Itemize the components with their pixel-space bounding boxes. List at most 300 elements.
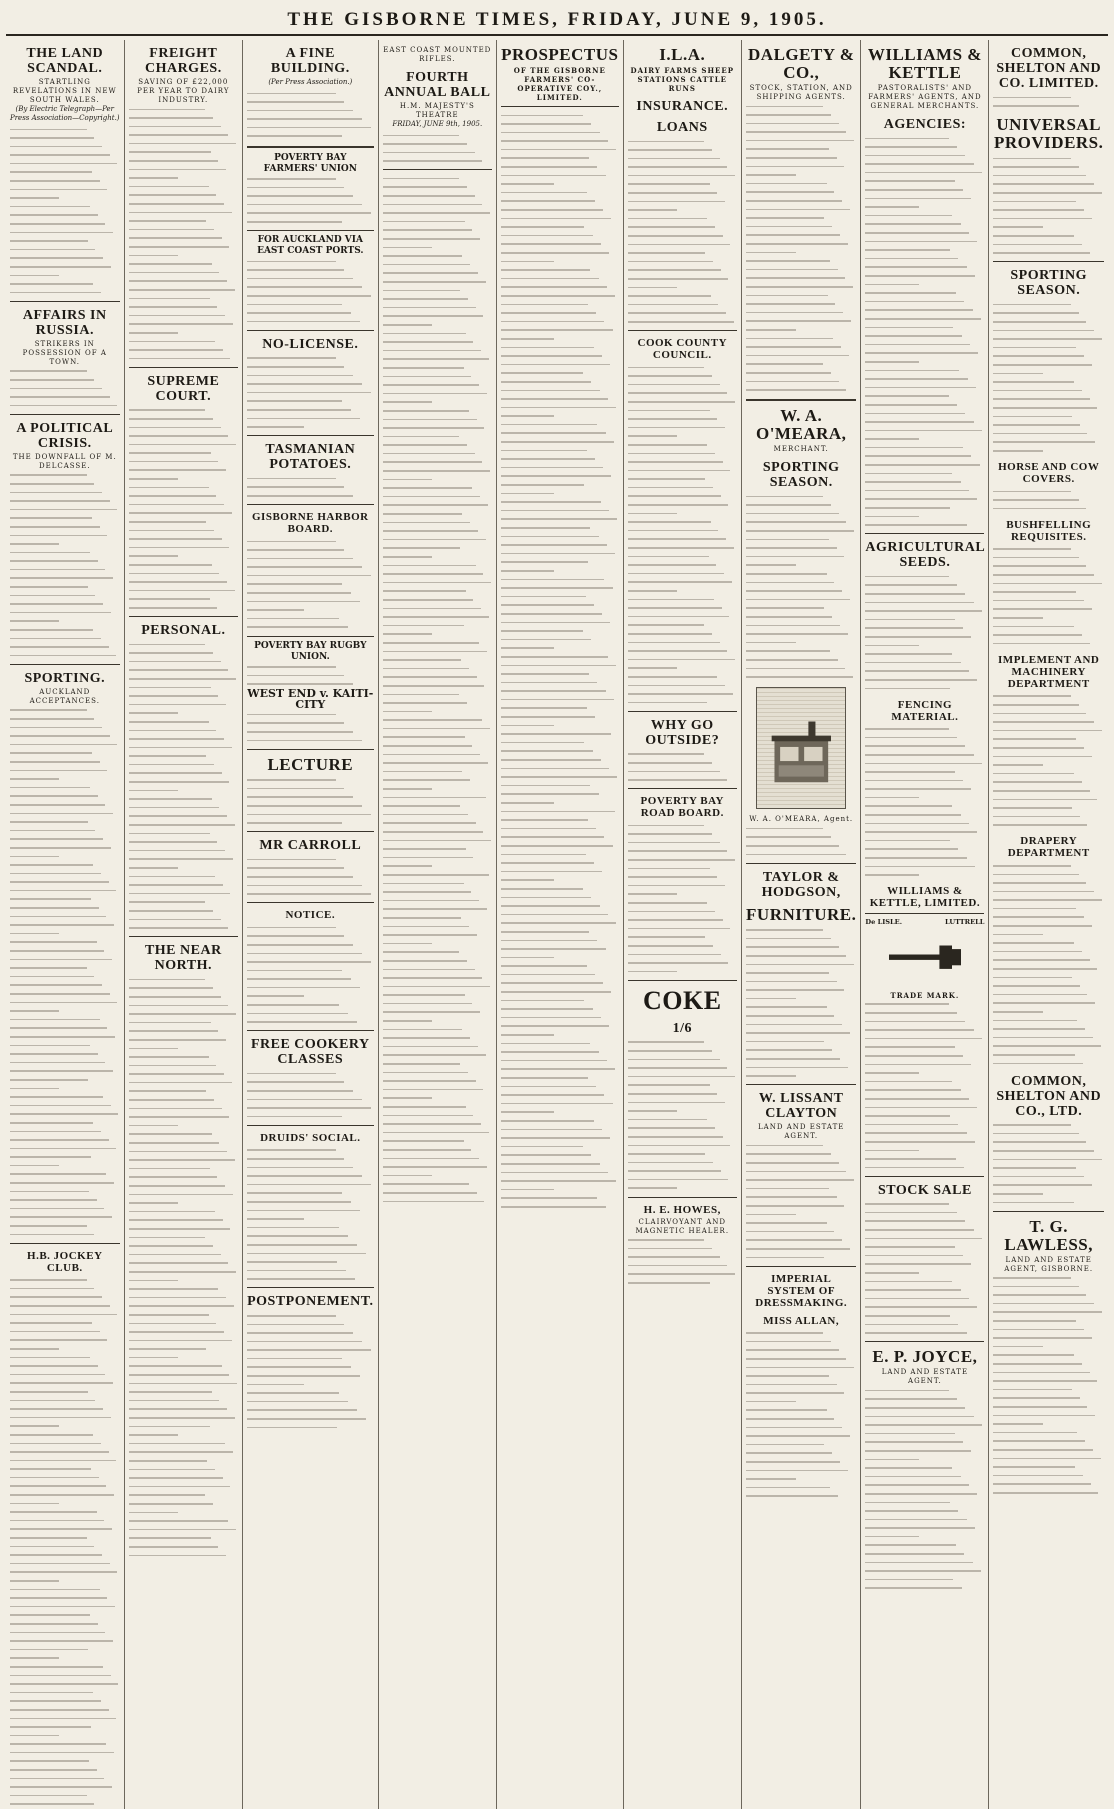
text-line — [129, 864, 239, 873]
text-line — [10, 600, 120, 609]
text-line — [10, 1516, 120, 1525]
text-line — [628, 223, 738, 232]
text-line — [993, 562, 1104, 571]
text-line — [129, 1233, 239, 1242]
ad-body — [247, 855, 373, 898]
text-line — [10, 271, 120, 280]
text-line — [865, 1403, 984, 1412]
text-line — [247, 1363, 373, 1372]
text-line — [501, 884, 618, 893]
text-line — [10, 1585, 120, 1594]
text-line — [628, 372, 738, 381]
text-line — [247, 266, 373, 275]
text-line — [628, 924, 738, 933]
text-line — [129, 640, 239, 649]
text-line — [746, 343, 856, 352]
text-line — [10, 151, 120, 160]
text-line — [865, 1303, 984, 1312]
text-line — [628, 363, 738, 372]
text-line — [247, 966, 373, 975]
text-line — [501, 240, 618, 249]
text-line — [501, 352, 618, 361]
ad-auckland-via-east-coast: FOR AUCKLAND VIA EAST COAST PORTS. — [257, 235, 364, 257]
text-line — [865, 143, 984, 152]
text-line — [10, 1230, 120, 1239]
text-line — [865, 819, 984, 828]
text-line — [10, 929, 120, 938]
text-line — [993, 1042, 1104, 1051]
text-line — [993, 1420, 1104, 1429]
text-line — [501, 326, 618, 335]
text-line — [628, 1141, 738, 1150]
article-body — [10, 706, 120, 1239]
text-line — [10, 159, 120, 168]
text-line — [501, 188, 618, 197]
text-line — [129, 924, 239, 933]
text-line — [865, 1575, 984, 1584]
text-line — [129, 1250, 239, 1259]
text-line — [501, 627, 618, 636]
text-line — [247, 1311, 373, 1320]
hammer-trademark-icon — [880, 934, 970, 984]
text-line — [129, 157, 239, 166]
text-line — [247, 183, 373, 192]
text-line — [501, 455, 618, 464]
text-line — [628, 380, 738, 389]
headline-horse-cow-covers: HORSE AND COW COVERS. — [998, 461, 1100, 485]
text-line — [10, 254, 120, 263]
text-line — [247, 1406, 373, 1415]
headline-supreme-court: SUPREME COURT. — [147, 373, 220, 404]
text-line — [746, 1193, 856, 1202]
text-line — [993, 1368, 1104, 1377]
text-line — [865, 426, 984, 435]
text-line — [993, 1394, 1104, 1403]
text-line — [501, 1013, 618, 1022]
text-line — [383, 742, 493, 751]
text-line — [865, 1034, 984, 1043]
text-line — [628, 638, 738, 647]
subhead-dalgety: STOCK, STATION, AND SHIPPING AGENTS. — [749, 84, 853, 101]
text-line — [746, 518, 856, 527]
text-line — [247, 1372, 373, 1381]
headline-howes: H. E. HOWES, — [643, 1203, 721, 1216]
text-line — [247, 736, 373, 745]
text-line — [865, 512, 984, 521]
text-line — [10, 211, 120, 220]
text-line — [746, 360, 856, 369]
text-line — [383, 956, 493, 965]
text-line — [746, 1003, 856, 1012]
text-line — [865, 1498, 984, 1507]
text-line — [247, 1104, 373, 1113]
text-line — [628, 950, 738, 959]
text-line — [865, 1137, 984, 1146]
text-line — [10, 1370, 120, 1379]
text-line — [865, 1069, 984, 1078]
text-line — [865, 237, 984, 246]
text-line — [746, 1072, 856, 1081]
text-line — [129, 131, 239, 140]
text-line — [10, 1276, 120, 1285]
text-line — [10, 1611, 120, 1620]
text-line — [865, 1077, 984, 1086]
text-line — [129, 795, 239, 804]
text-line — [383, 200, 493, 209]
text-line — [501, 386, 618, 395]
column-9 — [989, 40, 1108, 1809]
text-line — [129, 337, 239, 346]
text-line — [501, 1005, 618, 1014]
text-line — [628, 647, 738, 656]
text-line — [628, 423, 738, 432]
text-line — [383, 157, 493, 166]
text-line — [746, 188, 856, 197]
text-line — [746, 1159, 856, 1168]
text-line — [247, 89, 373, 98]
ad-body — [247, 1311, 373, 1431]
text-line — [746, 1458, 856, 1467]
text-line — [746, 630, 856, 639]
text-line — [10, 505, 120, 514]
text-line — [10, 1473, 120, 1482]
text-line — [383, 192, 493, 201]
text-line — [247, 300, 373, 309]
text-line — [10, 809, 120, 818]
text-line — [247, 1275, 373, 1284]
text-line — [383, 1145, 493, 1154]
text-line — [993, 163, 1104, 172]
text-line — [993, 1299, 1104, 1308]
text-line — [10, 565, 120, 574]
text-line — [993, 596, 1104, 605]
text-line — [865, 504, 984, 513]
text-line — [383, 1197, 493, 1206]
text-line — [746, 1475, 856, 1484]
text-line — [129, 1328, 239, 1337]
text-line — [247, 1329, 373, 1338]
text-line — [993, 1129, 1104, 1138]
text-line — [10, 1327, 120, 1336]
headline-loans: LOANS — [656, 120, 708, 135]
text-line — [865, 1120, 984, 1129]
column-7 — [742, 40, 861, 1809]
text-line — [865, 332, 984, 341]
text-line — [10, 775, 120, 784]
text-line — [129, 234, 239, 243]
text-line — [746, 291, 856, 300]
text-line — [993, 930, 1104, 939]
ad-lecture: LECTURE — [267, 754, 354, 774]
text-line — [129, 225, 239, 234]
text-line — [129, 1525, 239, 1534]
text-line — [247, 728, 373, 737]
subhead-williams-kettle: PASTORALISTS' AND FARMERS' AGENTS, AND GENERAL MERCHANTS. — [868, 84, 982, 110]
text-line — [993, 343, 1104, 352]
text-line — [993, 786, 1104, 795]
text-line — [10, 1161, 120, 1170]
text-line — [383, 148, 493, 157]
text-line — [129, 603, 239, 612]
text-line — [865, 768, 984, 777]
text-line — [383, 638, 493, 647]
text-line — [746, 1440, 856, 1449]
text-line — [865, 641, 984, 650]
headline-stock-sale: STOCK SALE — [877, 1182, 972, 1198]
text-line — [501, 1099, 618, 1108]
text-line — [10, 280, 120, 289]
text-line — [129, 466, 239, 475]
text-line — [10, 514, 120, 523]
text-line — [383, 1163, 493, 1172]
text-line — [383, 131, 493, 140]
text-line — [501, 206, 618, 215]
text-line — [865, 1558, 984, 1567]
subhead-wk-limited: WILLIAMS & KETTLE, LIMITED. — [869, 885, 981, 910]
text-line — [865, 263, 984, 272]
columns — [6, 40, 1108, 1386]
text-line — [628, 266, 738, 275]
text-line — [247, 872, 373, 881]
text-line — [746, 1150, 856, 1159]
headline-bushfelling: BUSHFELLING REQUISITES. — [1006, 518, 1092, 543]
text-line — [865, 1464, 984, 1473]
text-line — [628, 317, 738, 326]
text-line — [993, 795, 1104, 804]
text-line — [628, 257, 738, 266]
text-line — [628, 535, 738, 544]
text-line — [129, 148, 239, 157]
text-line — [10, 947, 120, 956]
text-line — [628, 1270, 738, 1279]
text-line — [10, 955, 120, 964]
text-line — [129, 1371, 239, 1380]
text-line — [865, 1329, 984, 1338]
text-line — [10, 878, 120, 887]
text-line — [865, 1217, 984, 1226]
text-line — [501, 1056, 618, 1065]
text-line — [865, 785, 984, 794]
text-line — [10, 843, 120, 852]
text-line — [10, 497, 120, 506]
text-line — [247, 371, 373, 380]
headline-sporting-season-2: SPORTING SEASON. — [1010, 268, 1088, 299]
ad-body — [746, 824, 856, 858]
text-line — [383, 673, 493, 682]
text-line — [383, 492, 493, 501]
text-line — [628, 1115, 738, 1124]
text-line — [628, 552, 738, 561]
text-line — [628, 758, 738, 767]
text-line — [501, 1202, 618, 1211]
text-line — [383, 570, 493, 579]
column-6 — [624, 40, 743, 1809]
text-line — [993, 386, 1104, 395]
text-line — [746, 535, 856, 544]
text-line — [383, 939, 493, 948]
text-line — [865, 1009, 984, 1018]
text-line — [10, 921, 120, 930]
text-line — [501, 850, 618, 859]
text-line — [10, 1551, 120, 1560]
text-line — [746, 282, 856, 291]
text-line — [865, 854, 984, 863]
text-line — [10, 904, 120, 913]
text-line — [247, 881, 373, 890]
text-line — [865, 418, 984, 427]
text-line — [501, 145, 618, 154]
text-line — [247, 1197, 373, 1206]
text-line — [628, 309, 738, 318]
text-line — [247, 932, 373, 941]
text-line — [129, 1276, 239, 1285]
article-body — [10, 471, 120, 660]
text-line — [865, 297, 984, 306]
text-line — [865, 667, 984, 676]
text-line — [993, 504, 1104, 513]
text-line — [247, 663, 373, 672]
text-line — [247, 864, 373, 873]
text-line — [129, 1508, 239, 1517]
text-line — [383, 243, 493, 252]
text-line — [383, 235, 493, 244]
text-line — [746, 1329, 856, 1338]
text-line — [501, 472, 618, 481]
text-line — [865, 759, 984, 768]
text-line — [10, 1405, 120, 1414]
text-line — [628, 509, 738, 518]
text-line — [501, 137, 618, 146]
text-line — [628, 163, 738, 172]
subhead-ila: DAIRY FARMS SHEEP STATIONS CATTLE RUNS — [630, 66, 734, 93]
text-line — [129, 846, 239, 855]
text-line — [865, 733, 984, 742]
text-line — [129, 1182, 239, 1191]
ad-body — [628, 821, 738, 976]
ad-body — [247, 776, 373, 828]
text-line — [746, 377, 856, 386]
text-line — [383, 346, 493, 355]
text-line — [129, 260, 239, 269]
text-line — [746, 325, 856, 334]
text-line — [247, 949, 373, 958]
text-line — [383, 1051, 493, 1060]
column-3 — [243, 40, 378, 1809]
text-line — [10, 1465, 120, 1474]
text-line — [628, 415, 738, 424]
text-line — [129, 191, 239, 200]
text-line — [10, 1058, 120, 1067]
text-line — [10, 981, 120, 990]
text-line — [129, 975, 239, 984]
text-line — [865, 366, 984, 375]
text-line — [628, 1184, 738, 1193]
text-line — [10, 237, 120, 246]
text-line — [628, 569, 738, 578]
text-line — [129, 346, 239, 355]
text-line — [247, 1249, 373, 1258]
text-line — [501, 807, 618, 816]
text-line — [746, 833, 856, 842]
text-line — [746, 1141, 856, 1150]
text-line — [993, 956, 1104, 965]
text-line — [129, 1396, 239, 1405]
text-line — [247, 405, 373, 414]
text-line — [501, 816, 618, 825]
text-line — [628, 1089, 738, 1098]
text-line — [10, 1602, 120, 1611]
ad-body — [993, 861, 1104, 1067]
text-line — [247, 218, 373, 227]
illustration-caption: W. A. O'MEARA, Agent. — [749, 815, 854, 824]
text-line — [247, 380, 373, 389]
text-line — [865, 1163, 984, 1172]
text-line — [993, 1360, 1104, 1369]
ad-body — [993, 154, 1104, 257]
text-line — [628, 492, 738, 501]
text-line — [10, 1007, 120, 1016]
text-line — [10, 125, 120, 134]
text-line — [383, 269, 493, 278]
text-line — [10, 1170, 120, 1179]
text-line — [628, 1081, 738, 1090]
text-line — [501, 506, 618, 515]
text-line — [993, 553, 1104, 562]
text-line — [501, 833, 618, 842]
text-line — [865, 1026, 984, 1035]
ad-body — [247, 710, 373, 744]
text-line — [501, 730, 618, 739]
text-line — [993, 1121, 1104, 1130]
text-line — [628, 838, 738, 847]
text-line — [10, 852, 120, 861]
article-body — [129, 640, 239, 932]
column-8 — [861, 40, 989, 1809]
text-line — [10, 574, 120, 583]
text-line — [247, 1087, 373, 1096]
ad-body — [247, 474, 373, 500]
column-5 — [497, 40, 623, 1809]
subhead-omeara: MERCHANT. — [773, 445, 829, 454]
ad-body — [247, 354, 373, 431]
text-line — [129, 1439, 239, 1448]
text-line — [865, 1489, 984, 1498]
text-line — [10, 1413, 120, 1422]
text-line — [865, 1146, 984, 1155]
text-line — [746, 501, 856, 510]
text-line — [746, 1167, 856, 1176]
text-line — [10, 1688, 120, 1697]
text-line — [628, 1175, 738, 1184]
text-line — [501, 644, 618, 653]
text-line — [993, 1181, 1104, 1190]
text-line — [746, 222, 856, 231]
text-line — [129, 1448, 239, 1457]
text-line — [383, 1111, 493, 1120]
text-line — [501, 1151, 618, 1160]
headline-common-shelton-ltd: COMMON, SHELTON AND CO., LTD. — [996, 1073, 1102, 1119]
text-line — [746, 197, 856, 206]
ad-body — [247, 923, 373, 1026]
text-line — [865, 375, 984, 384]
text-line — [10, 998, 120, 1007]
headline-sporting-season: SPORTING SEASON. — [762, 460, 840, 491]
ad-body — [746, 1141, 856, 1261]
headline-notice: NOTICE. — [285, 909, 336, 922]
text-line — [501, 1125, 618, 1134]
text-line — [129, 906, 239, 915]
text-line — [247, 776, 373, 785]
